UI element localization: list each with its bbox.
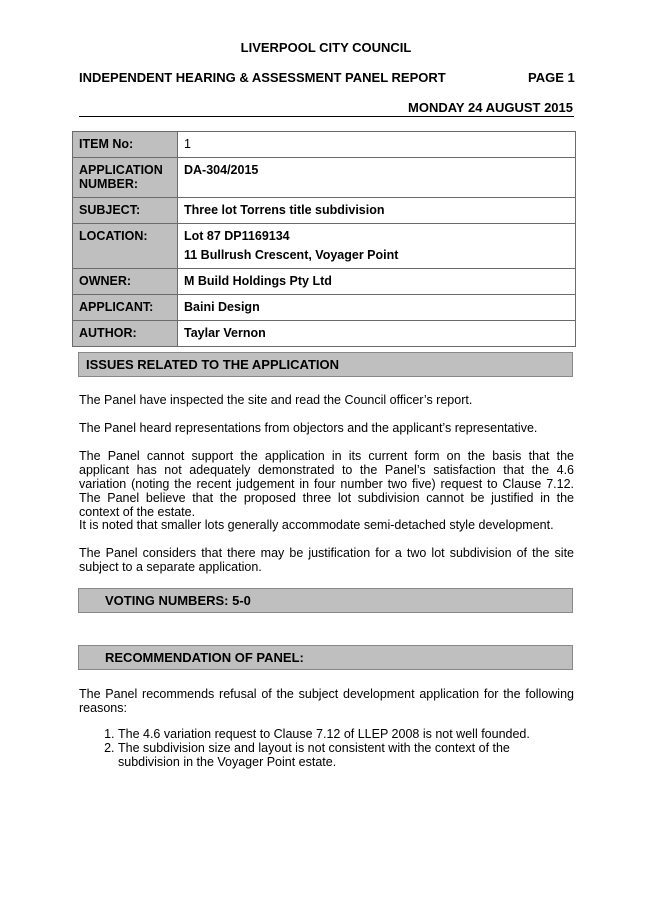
recommendation-intro: The Panel recommends refusal of the subject development application for the following reasons: — [79, 687, 574, 715]
table-row — [73, 132, 576, 158]
issues-paragraph-2: The Panel heard representations from objectors and the applicant’s representative. — [79, 421, 538, 435]
issues-heading: ISSUES RELATED TO THE APPLICATION — [78, 352, 573, 377]
author-label: AUTHOR: — [73, 321, 178, 347]
report-title: INDEPENDENT HEARING & ASSESSMENT PANEL REPORT — [79, 70, 446, 85]
issues-paragraph-3: The Panel cannot support the application in its current form on the basis that the applicant has not adequately demonstrated to the Panel’s satisfaction that the 4.6 variation (noting the recent judgement in four number two five) request to Clause 7.12. The Panel believe that the proposed three lot subdivision cannot be justified in the context of the estate. — [79, 449, 574, 519]
author-value: Taylar Vernon — [178, 321, 576, 347]
location-value — [178, 224, 576, 269]
table-row — [73, 269, 576, 295]
issues-paragraph-5: The Panel considers that there may be justification for a two lot subdivision of the site subject to a separate application. — [79, 546, 574, 574]
council-name: LIVERPOOL CITY COUNCIL — [240, 40, 412, 55]
application-number-label: APPLICATION NUMBER: — [73, 158, 178, 198]
header-divider — [79, 116, 574, 117]
list-item: 2. The subdivision size and layout is not consistent with the context of the subdivision in the Voyager Point estate. — [118, 741, 574, 769]
application-number-value: DA-304/2015 — [178, 158, 576, 198]
meeting-date: MONDAY 24 AUGUST 2015 — [408, 100, 573, 115]
list-item: 1. The 4.6 variation request to Clause 7.12 of LLEP 2008 is not well founded. — [118, 727, 574, 741]
table-row — [73, 198, 576, 224]
table-row — [73, 158, 576, 198]
owner-label: OWNER: — [73, 269, 178, 295]
applicant-value: Baini Design — [178, 295, 576, 321]
recommendation-heading: RECOMMENDATION OF PANEL: — [78, 645, 573, 670]
location-line-1: Lot 87 DP1169134 — [184, 229, 290, 243]
page-number: PAGE 1 — [528, 70, 575, 85]
location-line-2: 11 Bullrush Crescent, Voyager Point — [184, 248, 399, 262]
issues-paragraph-1: The Panel have inspected the site and read the Council officer’s report. — [79, 393, 473, 407]
table-row — [73, 295, 576, 321]
subject-label: SUBJECT: — [73, 198, 178, 224]
item-no-value: 1 — [178, 132, 576, 158]
subject-value: Three lot Torrens title subdivision — [178, 198, 576, 224]
location-label: LOCATION: — [73, 224, 178, 269]
table-row — [73, 321, 576, 347]
application-details-table — [72, 131, 576, 347]
table-row — [73, 224, 576, 269]
applicant-label: APPLICANT: — [73, 295, 178, 321]
item-no-label: ITEM No: — [73, 132, 178, 158]
issues-paragraph-4: It is noted that smaller lots generally accommodate semi-detached style development. — [79, 518, 554, 532]
voting-numbers-heading: VOTING NUMBERS: 5-0 — [78, 588, 573, 613]
owner-value: M Build Holdings Pty Ltd — [178, 269, 576, 295]
recommendation-reasons-list — [79, 727, 574, 769]
